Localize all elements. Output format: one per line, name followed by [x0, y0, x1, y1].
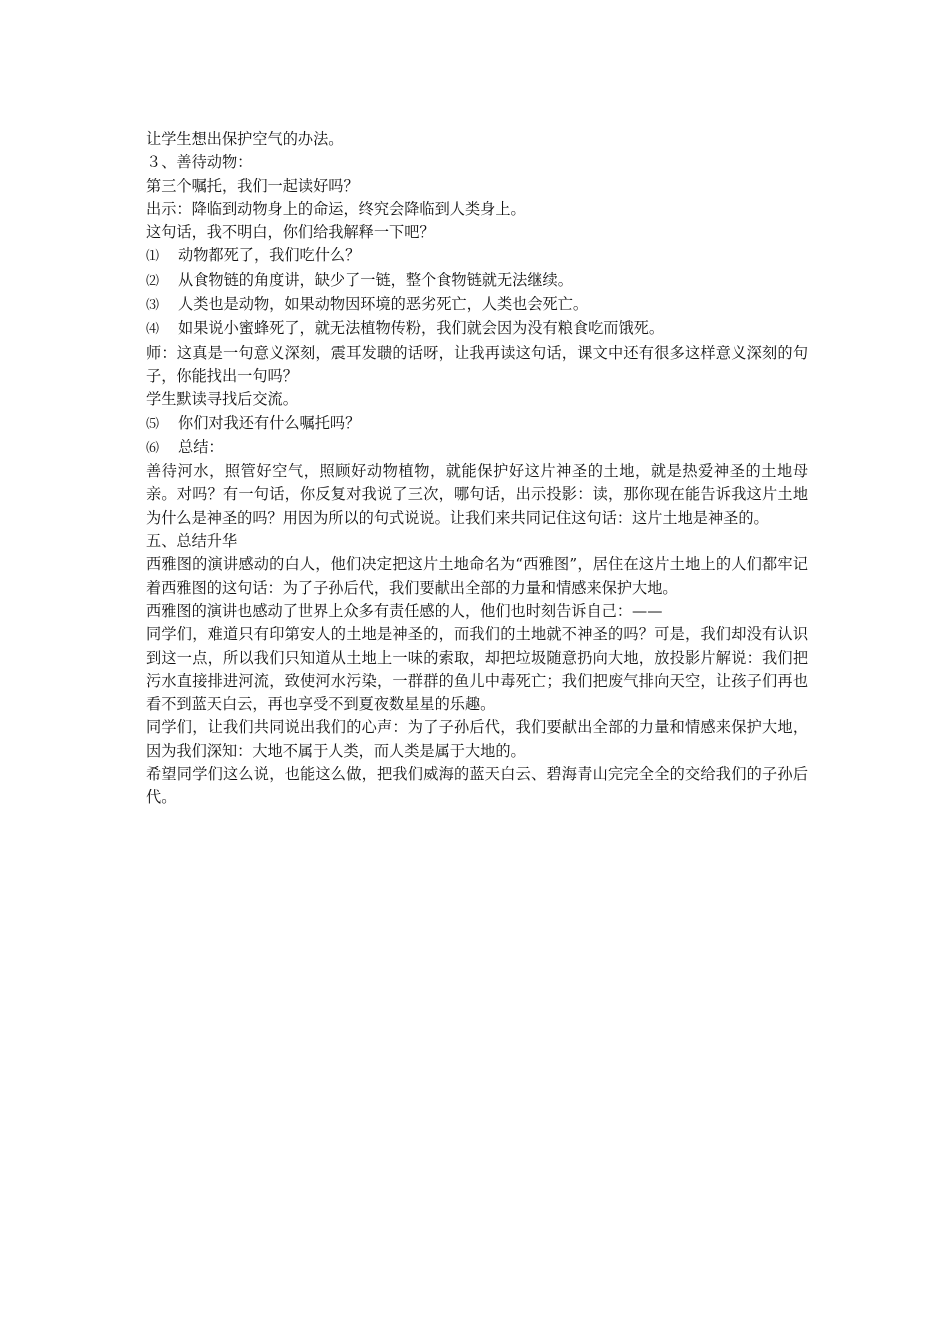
item-number: ⑸ — [146, 416, 160, 432]
numbered-item — [146, 436, 808, 460]
paragraph: 善待河水，照管好空气，照顾好动物植物，就能保护好这片神圣的土地，就是热爱神圣的土地母亲。对吗？有一句话，你反复对我说了三次，哪句话，出示投影：读，那你现在能告诉我这片土地为什么是神圣的吗？用因为所以的句式说说。让我们来共同记住这句话：这片土地是神圣的。 — [146, 462, 808, 527]
numbered-item — [146, 317, 808, 341]
section-heading: ３、善待动物： — [146, 153, 253, 172]
numbered-item — [146, 293, 808, 317]
paragraph: 学生默读寻找后交流。 — [146, 390, 298, 409]
paragraph: 出示：降临到动物身上的命运，终究会降临到人类身上。 — [146, 199, 526, 218]
item-number: ⑹ — [146, 440, 160, 456]
item-text: 人类也是动物，如果动物因环境的恶劣死亡，人类也会死亡。 — [178, 295, 589, 314]
item-text: 总结： — [178, 437, 224, 456]
paragraph: 希望同学们这么说，也能这么做，把我们威海的蓝天白云、碧海青山完完全全的交给我们的子孙后代。 — [146, 765, 808, 807]
document-page — [146, 128, 808, 810]
paragraph: 师：这真是一句意义深刻，震耳发聩的话呀，让我再读这句话，课文中还有很多这样意义深刻的句子，你能找出一句吗？ — [146, 343, 808, 385]
item-text: 你们对我还有什么嘱托吗？ — [178, 413, 361, 432]
paragraph: 第三个嘱托，我们一起读好吗？ — [146, 176, 359, 195]
item-text: 如果说小蜜蜂死了，就无法植物传粉，我们就会因为没有粮食吃而饿死。 — [178, 319, 664, 338]
item-text: 从食物链的角度讲，缺少了一链，整个食物链就无法继续。 — [178, 270, 573, 289]
numbered-item — [146, 269, 808, 293]
item-number: ⑶ — [146, 298, 160, 314]
paragraph: 这句话，我不明白，你们给我解释一下吧？ — [146, 223, 435, 242]
paragraph: 让学生想出保护空气的办法。 — [146, 130, 344, 148]
paragraph: 西雅图的演讲感动的白人，他们决定把这片土地命名为“西雅图”，居住在这片土地上的人们都牢记着西雅图的这句话：为了子孙后代，我们要献出全部的力量和情感来保护大地。 — [146, 555, 808, 597]
section-heading: 五、总结升华 — [146, 532, 238, 551]
numbered-item — [146, 412, 808, 436]
item-text: 动物都死了，我们吃什么？ — [178, 246, 361, 265]
paragraph: 西雅图的演讲也感动了世界上众多有责任感的人，他们也时刻告诉自己：—— — [146, 601, 663, 620]
item-number: ⑷ — [146, 322, 160, 338]
item-number: ⑴ — [146, 249, 160, 265]
item-number: ⑵ — [146, 273, 160, 289]
paragraph: 同学们，难道只有印第安人的土地是神圣的，而我们的土地就不神圣的吗？可是，我们却没有认识到这一点，所以我们只知道从土地上一味的索取，却把垃圾随意扔向大地，放投影片解说：我们把污水直接排进河流，致使河水污染，一群群的鱼儿中毒死亡；我们把废气排向天空，让孩子们再也看不到蓝天白云，再也享受不到夏夜数星星的乐趣。 — [146, 625, 808, 714]
paragraph: 同学们，让我们共同说出我们的心声：为了子孙后代，我们要献出全部的力量和情感来保护大地，因为我们深知：大地不属于人类，而人类是属于大地的。 — [146, 718, 808, 760]
numbered-item — [146, 244, 808, 268]
